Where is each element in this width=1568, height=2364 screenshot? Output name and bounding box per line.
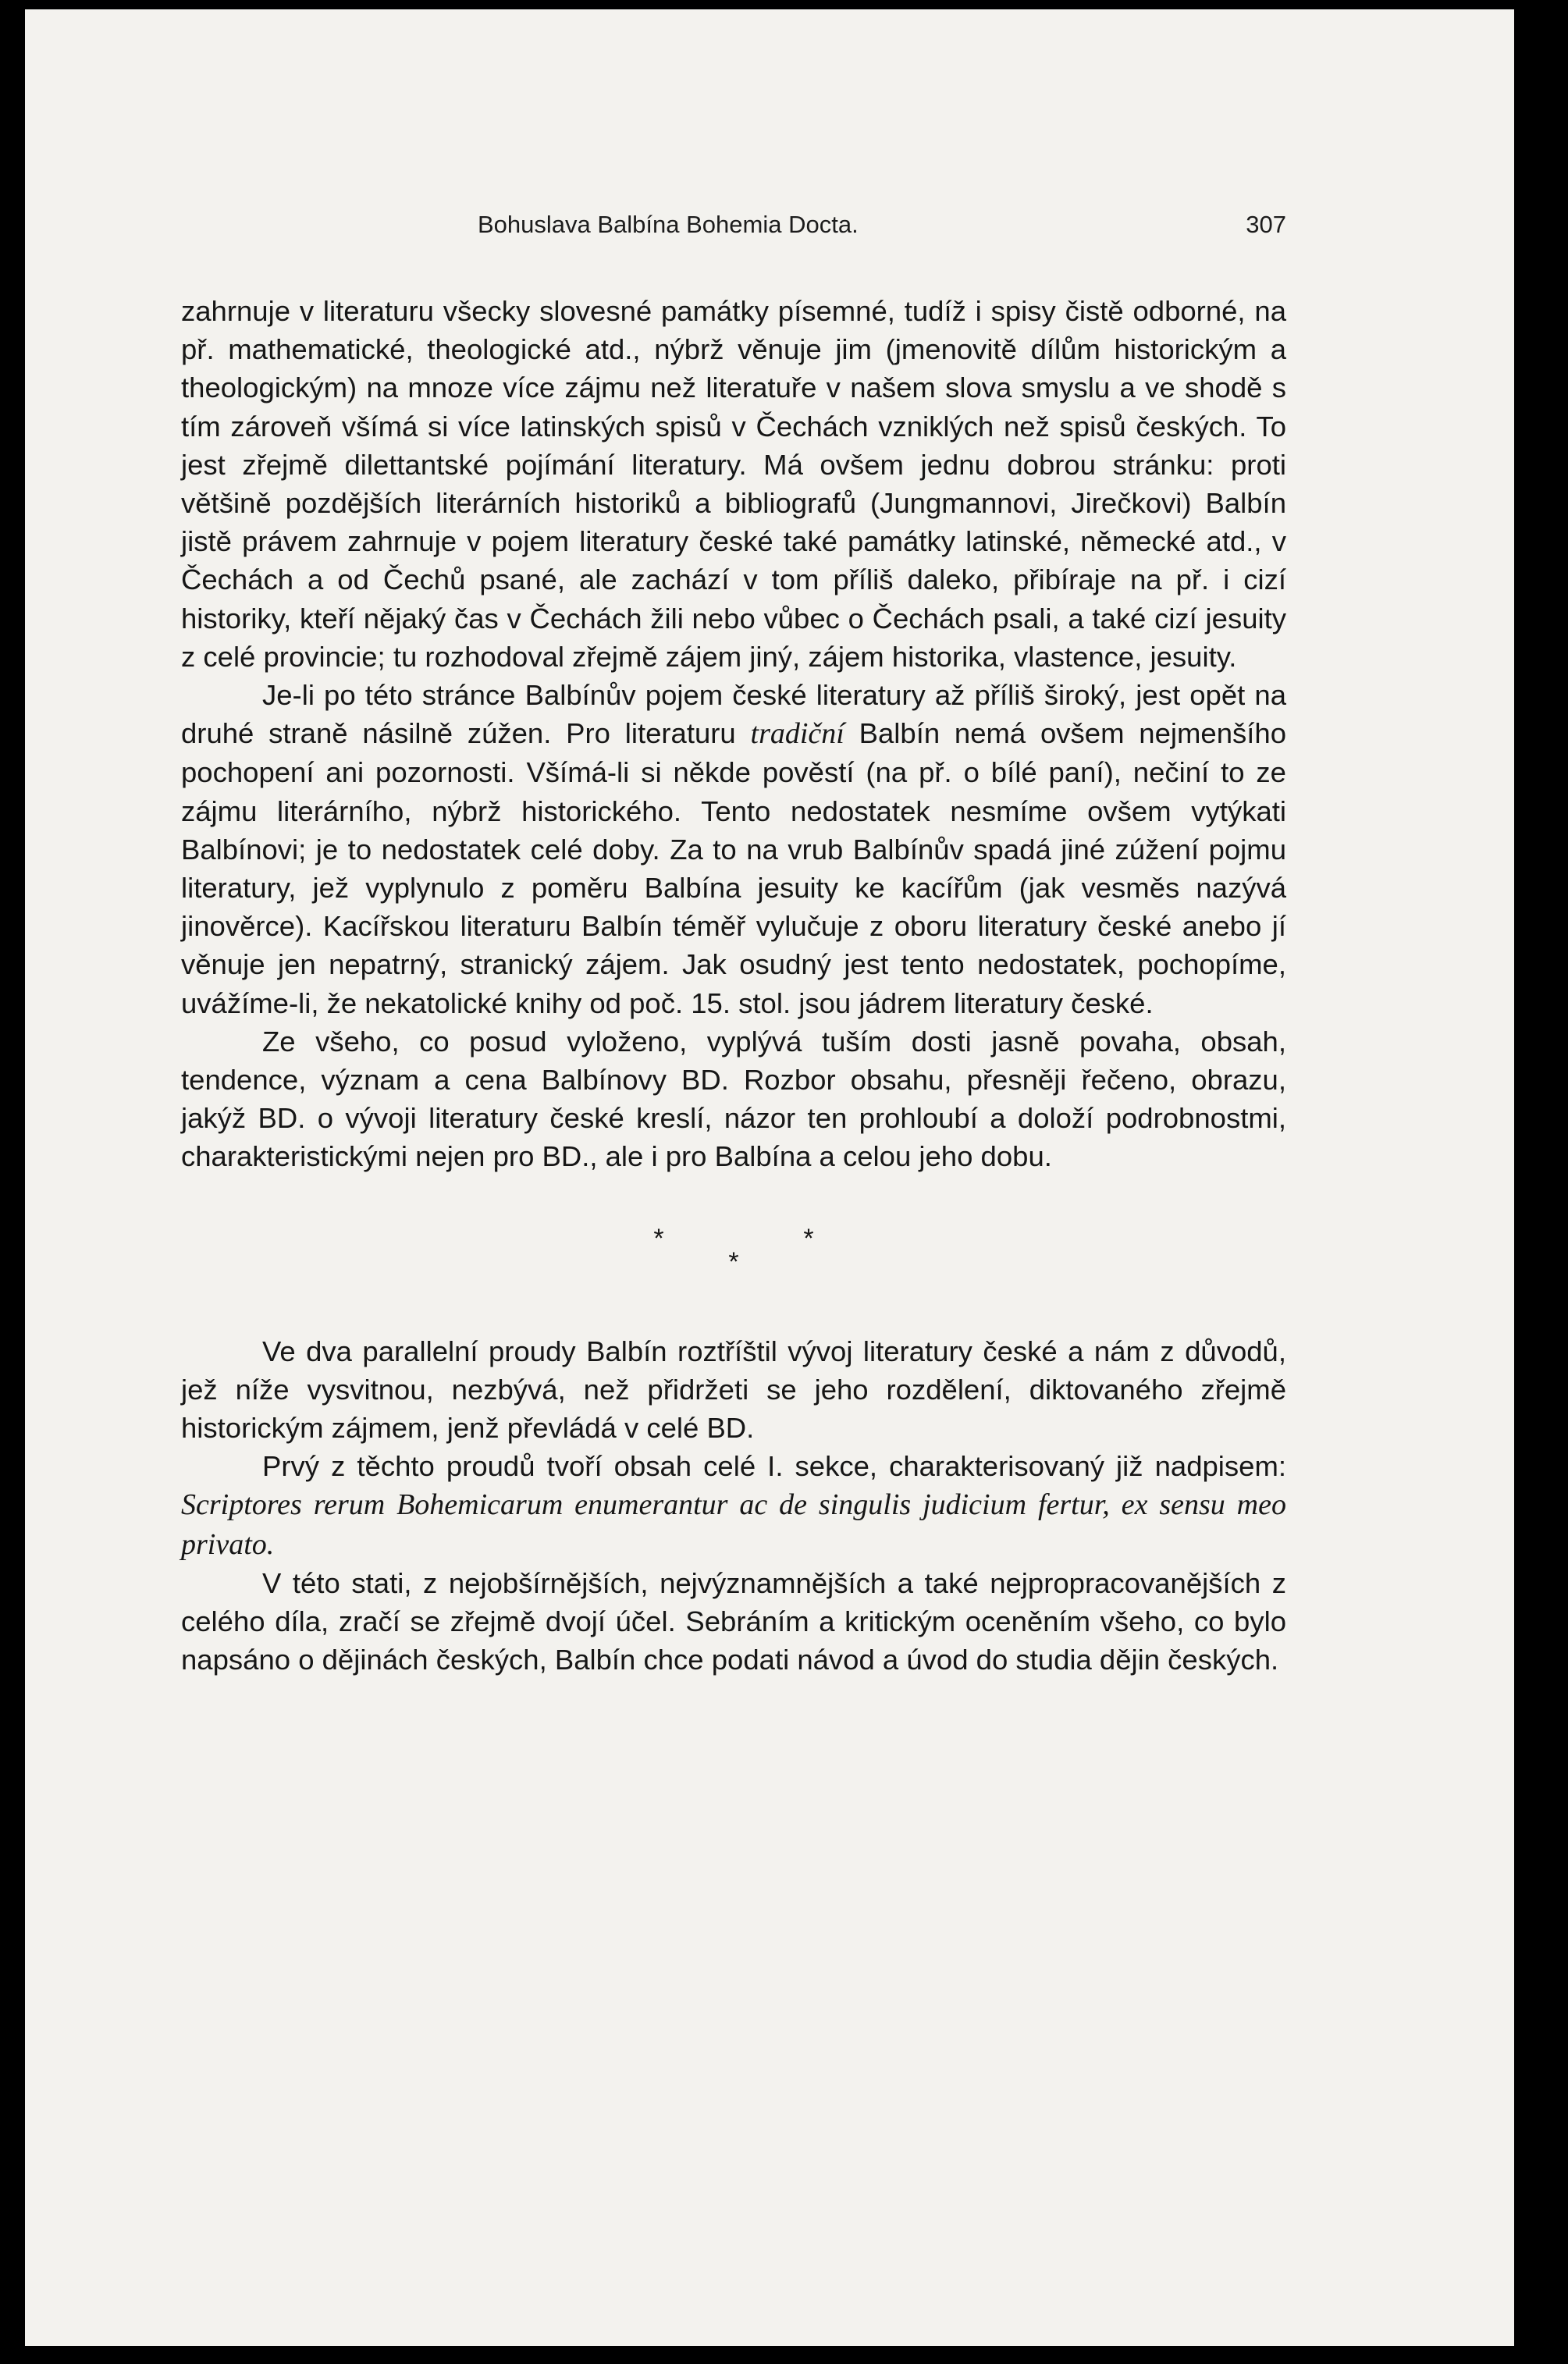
- paragraph: [181, 292, 1286, 676]
- text-run: V této stati, z nejobšírnějších, nejvýznamnějších a také nejpropracovanějších z celého díla, zračí se zřejmě dvojí účel. Sebráním a kritickým oceněním všeho, co bylo napsáno o dějinách českých, Balbín chce podati návod a úvod do studia dějin českých.: [181, 1566, 1286, 1676]
- body-text: [181, 292, 1286, 1680]
- italic-run: tradiční: [750, 717, 844, 751]
- text-run: Prvý z těchto proudů tvoří obsah celé I. sekce, charakterisovaný již nadpisem:: [262, 1450, 1286, 1483]
- book-page: [25, 9, 1514, 2346]
- running-head-title: Bohuslava Balbína Bohemia Docta.: [478, 211, 859, 238]
- section-separator: [181, 1225, 1286, 1276]
- paragraph: [181, 676, 1286, 1022]
- text-run: zahrnuje v literaturu všecky slovesné památky písemné, tudíž i spisy čistě odborné, na př. mathematické, theologické atd., nýbrž věnuje jim (jmenovitě dílům historickým a theologickým) na mnoze více zájmu než literatuře v našem slova smyslu a ve shodě s tím zároveň všímá si více latinských spisů v Čechách vzniklých než spisů českých. To jest zřejmě dilettantské pojímání literatury. Má ovšem jednu dobrou stránku: proti většině pozdějších literárních historiků a bibliografů (Jungmannovi, Jirečkovi) Balbín jistě právem zahrnuje v pojem literatury české také památky latinské, německé atd., v Čechách a od Čechů psané, ale zachází v tom příliš daleko, přibíraje na př. i cizí historiky, kteří nějaký čas v Čechách žili nebo vůbec o Čechách psali, a také cizí jesuity z celé provincie; tu rozhodoval zřejmě zájem jiný, zájem historika, vlastence, jesuity.: [181, 295, 1286, 673]
- paragraph: [181, 1332, 1286, 1448]
- text-run: Ze všeho, co posud vyloženo, vyplývá tuším dosti jasně povaha, obsah, tendence, význam a cena Balbínovy BD. Rozbor obsahu, přesněji řečeno, obrazu, jakýž BD. o vývoji literatury české kreslí, názor ten prohloubí a doloží podrobnostmi, charakteristickými nejen pro BD., ale i pro Balbína a celou jeho dobu.: [181, 1025, 1286, 1173]
- separator-star: *: [653, 1223, 664, 1253]
- paragraph: [181, 1447, 1286, 1564]
- text-run: Ve dva parallelní proudy Balbín roztříštil vývoj literatury české a nám z důvodů, jež níže vysvitnou, nezbývá, než přidržeti se jeho rozdělení, diktovaného zřejmě historickým zájmem, jenž převládá v celé BD.: [181, 1335, 1286, 1445]
- separator-star: *: [728, 1246, 739, 1277]
- text-run: Je-li po této stránce Balbínův pojem české literatury až příliš široký, jest opět na druhé straně násilně zúžen. Pro literaturu: [181, 679, 1286, 750]
- italic-run: Scriptores rerum Bohemicarum enumerantur ac de singulis judicium fertur, ex sensu meo privato.: [181, 1488, 1286, 1561]
- paragraph: [181, 1022, 1286, 1176]
- page-number: 307: [1246, 211, 1286, 238]
- separator-star: *: [803, 1223, 814, 1253]
- paragraph: [181, 1564, 1286, 1680]
- text-run: Balbín nemá ovšem nejmenšího pochopení ani pozornosti. Všímá-li si někde pověstí (na př. o bílé paní), nečiní to ze zájmu literárního, nýbrž historického. Tento nedostatek nesmíme ovšem vytýkati Balbínovi; je to nedostatek celé doby. Za to na vrub Balbínův spadá jiné zúžení pojmu literatury, jež vyplynulo z poměru Balbína jesuity ke kacířům (jak vesměs nazývá jinověrce). Kacířskou literaturu Balbín téměř vylučuje z oboru literatury české anebo jí věnuje jen nepatrný, stranický zájem. Jak osudný jest tento nedostatek, pochopíme, uvážíme-li, že nekatolické knihy od poč. 15. stol. jsou jádrem literatury české.: [181, 717, 1287, 1019]
